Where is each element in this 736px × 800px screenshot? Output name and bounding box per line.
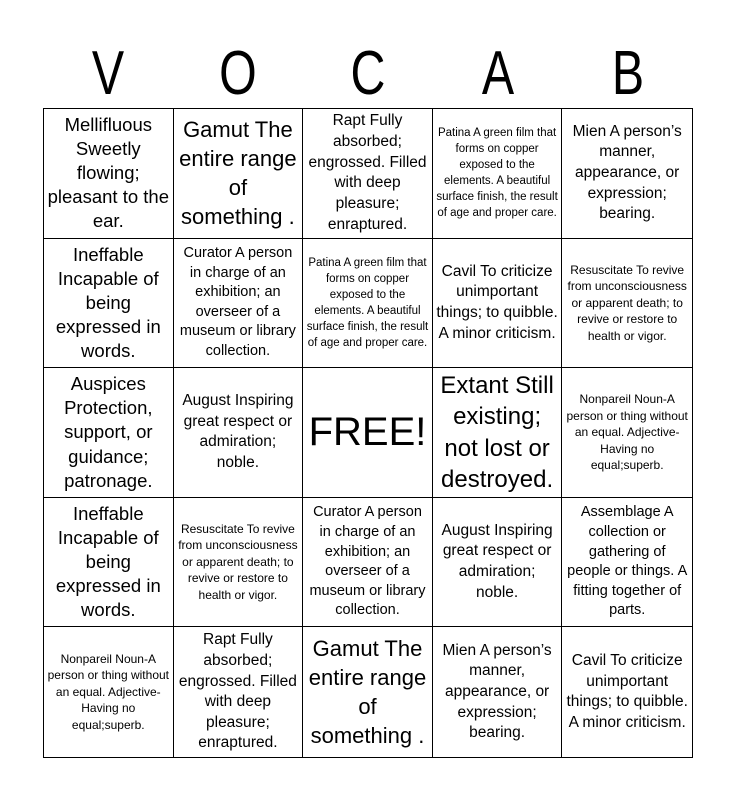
cell-text: Curator A person in charge of an exhibition; an overseer of a museum or library collection.: [179, 245, 296, 360]
bingo-cell[interactable]: [303, 498, 433, 628]
cell-text: Gamut The entire range of something .: [308, 636, 427, 749]
bingo-cell[interactable]: [433, 239, 563, 369]
bingo-cell[interactable]: [562, 368, 692, 498]
bingo-header: [43, 39, 693, 108]
bingo-cell[interactable]: [44, 368, 174, 498]
bingo-cell[interactable]: [44, 627, 174, 757]
cell-text: Gamut The entire range of something .: [179, 117, 297, 230]
header-letter-c: C: [350, 39, 386, 108]
cell-text: FREE!: [308, 410, 427, 455]
bingo-cell[interactable]: [433, 498, 563, 628]
bingo-cell[interactable]: [44, 498, 174, 628]
bingo-cell[interactable]: [562, 627, 692, 757]
cell-text: Extant Still existing; not lost or destroyed.: [440, 372, 554, 493]
bingo-cell[interactable]: [562, 109, 692, 239]
cell-text: Resuscitate To revive from unconsciousness or apparent death; to revive or restore to health or vigor.: [178, 521, 298, 602]
bingo-cell[interactable]: [562, 239, 692, 369]
bingo-cell[interactable]: [174, 498, 304, 628]
cell-text: Mien A person’s manner, appearance, or expression; bearing.: [442, 641, 552, 742]
cell-text: Resuscitate To revive from unconsciousness or apparent death; to revive or restore to health or vigor.: [567, 262, 687, 343]
bingo-cell[interactable]: [174, 239, 304, 369]
header-letter-a: A: [481, 39, 515, 108]
bingo-cell[interactable]: [433, 109, 563, 239]
bingo-card-grid: [43, 108, 693, 758]
cell-text: Auspices Protection, support, or guidance; patronage.: [64, 373, 153, 491]
cell-text: Rapt Fully absorbed; engrossed. Filled with deep pleasure; enraptured.: [178, 631, 297, 752]
cell-text: Mien A person’s manner, appearance, or expression; bearing.: [572, 122, 682, 223]
bingo-cell[interactable]: [303, 239, 433, 369]
cell-text: Patina A green film that forms on copper exposed to the elements. A beautiful surface finish, the result of age and proper care.: [436, 127, 558, 220]
header-letter-v: V: [91, 39, 125, 108]
cell-text: Curator A person in charge of an exhibition; an overseer of a museum or library collection.: [309, 504, 426, 619]
header-letter-o: O: [219, 39, 257, 108]
cell-text: Patina A green film that forms on copper exposed to the elements. A beautiful surface finish, the result of age and proper care.: [306, 256, 429, 350]
cell-text: Cavil To criticize unimportant things; to quibble. A minor criticism.: [436, 262, 558, 342]
cell-text: Nonpareil Noun-A person or thing without an equal. Adjective- Having no equal;superb.: [566, 392, 688, 473]
cell-text: Ineffable Incapable of being expressed in words.: [55, 502, 161, 621]
cell-text: August Inspiring great respect or admiration; noble.: [182, 392, 294, 472]
bingo-cell[interactable]: [44, 109, 174, 239]
bingo-cell[interactable]: [433, 368, 563, 498]
bingo-cell[interactable]: [303, 627, 433, 757]
bingo-cell[interactable]: [174, 368, 304, 498]
cell-text: Cavil To criticize unimportant things; to quibble. A minor criticism.: [566, 651, 688, 731]
bingo-cell[interactable]: [562, 498, 692, 628]
cell-text: Ineffable Incapable of being expressed in words.: [55, 243, 161, 361]
bingo-cell[interactable]: [433, 627, 563, 757]
bingo-cell[interactable]: [303, 109, 433, 239]
cell-text: Nonpareil Noun-A person or thing without an equal. Adjective- Having no equal;superb.: [47, 651, 169, 733]
bingo-cell[interactable]: [44, 239, 174, 369]
cell-text: August Inspiring great respect or admiration; noble.: [441, 521, 553, 601]
free-space-cell[interactable]: [303, 368, 433, 498]
header-letter-b: B: [611, 39, 645, 108]
bingo-cell[interactable]: [174, 109, 304, 239]
cell-text: Rapt Fully absorbed; engrossed. Filled with deep pleasure; enraptured.: [308, 112, 427, 233]
cell-text: Assemblage A collection or gathering of people or things. A fitting together of parts.: [567, 504, 688, 619]
cell-text: Mellifluous Sweetly flowing; pleasant to the ear.: [47, 114, 169, 232]
bingo-cell[interactable]: [174, 627, 304, 757]
